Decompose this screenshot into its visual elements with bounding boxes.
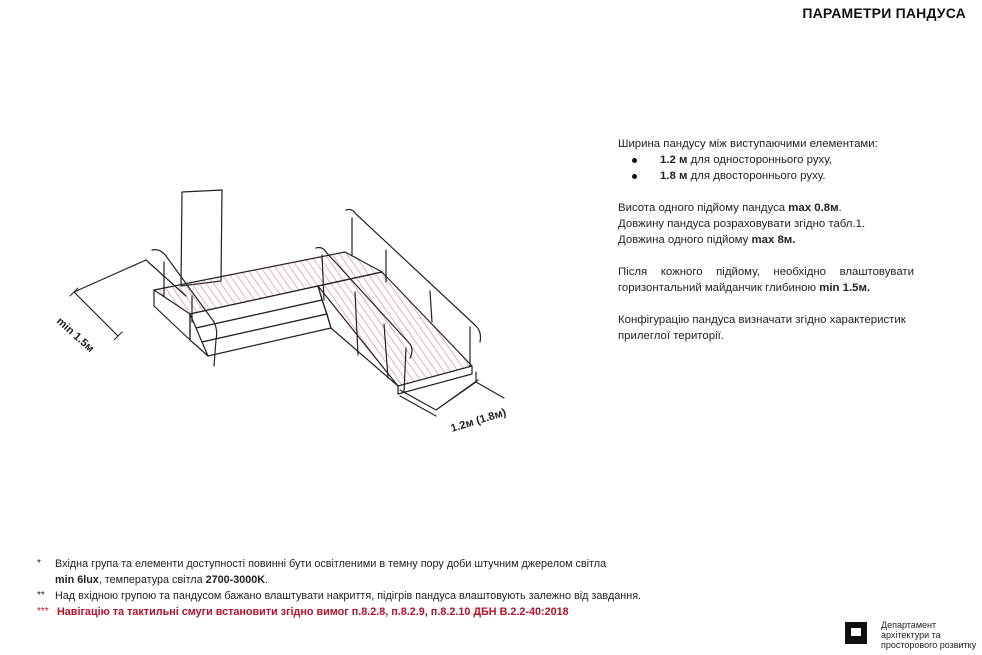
width-heading: Ширина пандусу між виступаючими елементами: bbox=[618, 138, 878, 150]
footnote-3: *** Навігацію та тактильні смуги встановити згідно вимог п.8.2.8, п.8.2.9, п.8.2.10 ДБН В.2.2-40:2018 bbox=[37, 606, 569, 618]
length-calc: Довжину пандуса розраховувати згідно табл.1. bbox=[618, 218, 866, 230]
landing-spec: Після кожного підйому, необхідно влаштовувати горизонтальний майданчик глибиною min 1.5м. bbox=[618, 266, 914, 294]
footnote-2: ** Над вхідною групою та пандусом бажано влаштувати накриття, підігрів пандуса влаштовують залежно від завдання. bbox=[37, 590, 642, 602]
ramp-specifications bbox=[618, 136, 914, 344]
door-outline bbox=[181, 190, 222, 286]
page-title: ПАРАМЕТРИ ПАНДУСА bbox=[802, 5, 966, 21]
config-spec: Конфігурацію пандуса визначати згідно характеристик прилеглої території. bbox=[618, 314, 906, 342]
ramp-surface bbox=[318, 272, 472, 386]
footnotes bbox=[37, 556, 737, 620]
length-spec: Довжина одного підйому max 8м. bbox=[618, 234, 796, 246]
rise-spec: Висота одного підйому пандуса max 0.8м. bbox=[618, 202, 842, 214]
department-logo bbox=[845, 620, 976, 650]
width-list bbox=[618, 152, 914, 184]
footnote-1: * Вхідна група та елементи доступності повинні бути освітленими в темну пору доби штучним джерелом світла min 6lux, температура світла 2700-3000K. bbox=[37, 558, 607, 586]
list-item: 1.2 м для одностороннього руху, bbox=[618, 152, 914, 168]
logo-square-icon bbox=[845, 622, 867, 644]
landing-depth-label: min 1.5м bbox=[53, 315, 97, 356]
list-item: 1.8 м для двостороннього руху. bbox=[618, 168, 914, 184]
department-name: Департамент архітектури та просторового розвитку bbox=[881, 620, 977, 650]
ramp-width-label: 1.2м (1.8м) bbox=[449, 406, 508, 435]
